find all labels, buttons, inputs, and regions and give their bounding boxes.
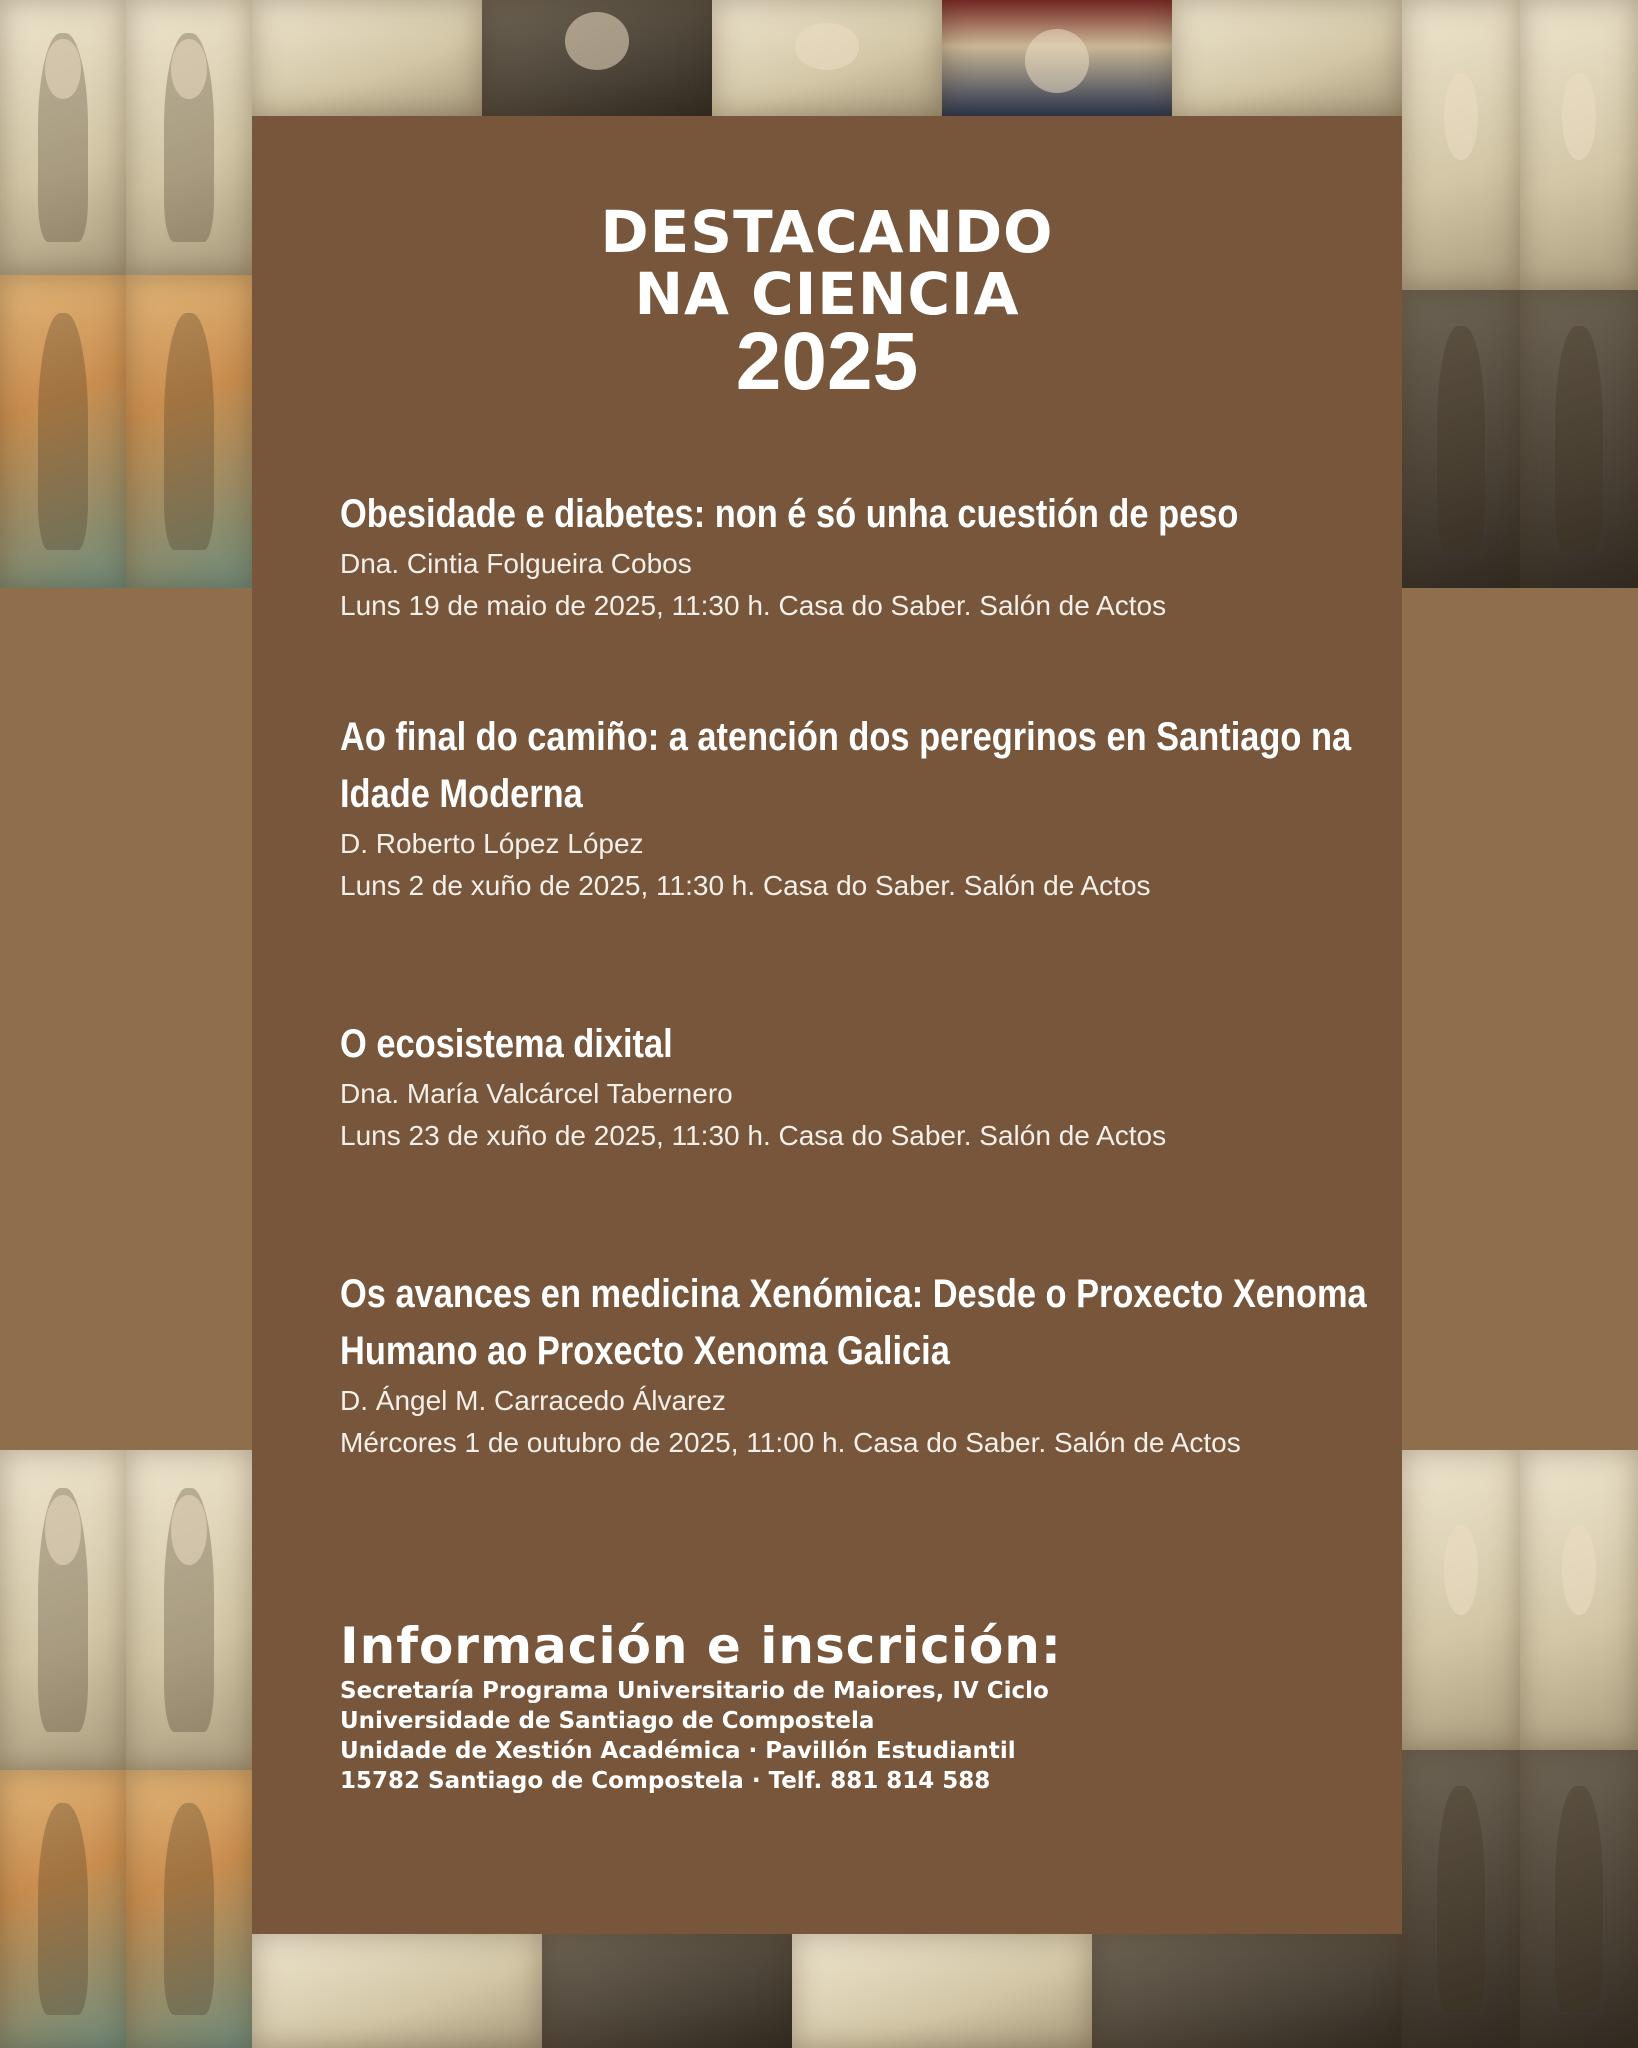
event-speaker: Dna. María Valcárcel Tabernero <box>340 1078 733 1109</box>
vintage-photo <box>0 1450 126 1770</box>
photo-collage-left <box>0 0 252 2048</box>
vintage-photo <box>126 1450 252 1770</box>
vintage-photo <box>1520 1750 1638 2048</box>
vintage-painting <box>126 275 252 588</box>
vintage-photo <box>1172 0 1402 116</box>
vintage-portrait <box>482 0 712 116</box>
vintage-painting <box>0 275 126 588</box>
event-1 <box>340 486 1380 627</box>
event-title-line-2: Idade Moderna <box>340 772 583 816</box>
event-title-line-1: Os avances en medicina Xenómica: Desde o Proxecto Xenoma <box>340 1272 1367 1316</box>
vintage-photo <box>792 1934 1092 2048</box>
vintage-photo <box>1402 290 1520 588</box>
vintage-painting <box>0 1770 126 2048</box>
photo-collage-right <box>1402 0 1638 2048</box>
event-title: O ecosistema dixital <box>340 1022 673 1066</box>
vintage-photo <box>252 1934 542 2048</box>
vintage-photo <box>712 0 942 116</box>
event-title-line-1: Ao final do camiño: a atención dos peregrinos en Santiago na <box>340 715 1352 759</box>
vintage-photo <box>542 1934 792 2048</box>
vintage-photo <box>1520 290 1638 588</box>
vintage-portrait <box>1520 1450 1638 1750</box>
event-speaker: Dna. Cintia Folgueira Cobos <box>340 548 692 579</box>
vintage-portrait-flag <box>942 0 1172 116</box>
vintage-portrait <box>1402 0 1520 290</box>
event-date: Luns 19 de maio de 2025, 11:30 h. Casa do Saber. Salón de Actos <box>340 590 1167 621</box>
info-line: Universidade de Santiago de Compostela <box>340 1708 875 1734</box>
vintage-painting <box>126 1770 252 2048</box>
vintage-photo <box>0 0 126 275</box>
photo-collage-top <box>252 0 1402 116</box>
photo-collage-bottom <box>252 1934 1402 2048</box>
vintage-photo <box>1402 1750 1520 2048</box>
contact-info <box>340 1616 1062 1796</box>
vintage-photo <box>252 0 482 116</box>
event-2 <box>340 709 1380 907</box>
content-panel <box>252 116 1402 1934</box>
info-line: Secretaría Programa Universitario de Maiores, IV Ciclo <box>340 1678 1049 1704</box>
vintage-photo <box>126 0 252 275</box>
event-speaker: D. Ángel M. Carracedo Álvarez <box>340 1385 726 1416</box>
event-4 <box>340 1266 1380 1464</box>
vintage-portrait <box>1520 0 1638 290</box>
title-year: 2025 <box>735 316 919 407</box>
event-title-line-2: Humano ao Proxecto Xenoma Galicia <box>340 1329 950 1373</box>
title-line-1: DESTACANDO <box>600 198 1054 266</box>
vintage-photo <box>1092 1934 1402 2048</box>
event-date: Mércores 1 de outubro de 2025, 11:00 h. Casa do Saber. Salón de Actos <box>340 1427 1241 1458</box>
event-speaker: D. Roberto López López <box>340 828 644 859</box>
vintage-portrait <box>1402 1450 1520 1750</box>
info-line: Unidade de Xestión Académica · Pavillón Estudiantil <box>340 1738 1016 1764</box>
event-3 <box>340 1016 1380 1157</box>
info-line: 15782 Santiago de Compostela · Telf. 881 814 588 <box>340 1768 991 1794</box>
title-line-2: NA CIENCIA <box>634 260 1020 328</box>
event-date: Luns 23 de xuño de 2025, 11:30 h. Casa do Saber. Salón de Actos <box>340 1120 1167 1151</box>
event-date: Luns 2 de xuño de 2025, 11:30 h. Casa do Saber. Salón de Actos <box>340 870 1151 901</box>
info-heading: Información e inscrición: <box>340 1617 1062 1675</box>
event-title: Obesidade e diabetes: non é só unha cuestión de peso <box>340 492 1239 536</box>
